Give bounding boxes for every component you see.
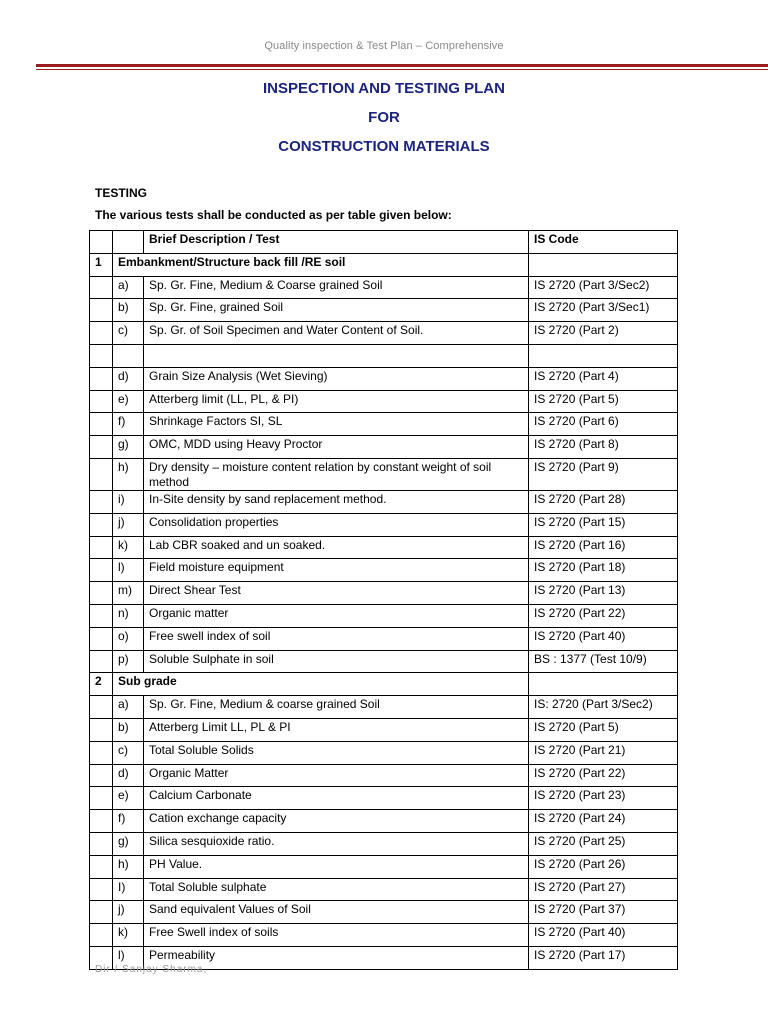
document-title-line-2: FOR <box>368 109 400 126</box>
row-item-cell: n) <box>113 604 144 627</box>
document-title-line-1: INSPECTION AND TESTING PLAN <box>263 80 505 97</box>
row-item-cell: j) <box>113 513 144 536</box>
tests-table <box>89 230 678 970</box>
row-item-cell: g) <box>113 832 144 855</box>
intro-text: The various tests shall be conducted as per table given below: <box>95 208 452 222</box>
row-code-cell: IS 2720 (Part 40) <box>529 627 678 650</box>
table-row <box>90 344 678 367</box>
section-code-cell <box>529 253 678 276</box>
row-code-cell: IS 2720 (Part 27) <box>529 878 678 901</box>
row-code-cell: IS 2720 (Part 37) <box>529 901 678 924</box>
table-row <box>90 627 678 650</box>
row-test-cell: Lab CBR soaked and un soaked. <box>144 536 529 559</box>
row-code-cell: IS 2720 (Part 22) <box>529 604 678 627</box>
row-test-cell: Dry density – moisture content relation by constant weight of soil method <box>144 458 529 490</box>
table-row <box>90 458 678 490</box>
table-row <box>90 832 678 855</box>
table-row <box>90 901 678 924</box>
running-header: Quality inspection & Test Plan – Comprehensive <box>264 40 504 52</box>
row-item-cell: e) <box>113 390 144 413</box>
row-test-cell: Direct Shear Test <box>144 582 529 605</box>
table-row <box>90 810 678 833</box>
row-test-cell: PH Value. <box>144 855 529 878</box>
row-number-cell <box>90 627 113 650</box>
row-item-cell: l) <box>113 946 144 969</box>
table-row <box>90 490 678 513</box>
table-row <box>90 390 678 413</box>
row-number-cell <box>90 490 113 513</box>
row-test-cell: Free swell index of soil <box>144 627 529 650</box>
header-rule-thin <box>36 69 768 70</box>
section-title-cell: Sub grade <box>113 673 529 696</box>
row-number-cell <box>90 832 113 855</box>
row-item-cell: h) <box>113 458 144 490</box>
header-test-cell: Brief Description / Test <box>144 231 529 254</box>
row-number-cell <box>90 413 113 436</box>
row-item-cell: d) <box>113 367 144 390</box>
table-row <box>90 741 678 764</box>
table-row <box>90 559 678 582</box>
row-code-cell: IS 2720 (Part 3/Sec2) <box>529 276 678 299</box>
row-test-cell: Total Soluble Solids <box>144 741 529 764</box>
row-number-cell <box>90 787 113 810</box>
row-number-cell <box>90 696 113 719</box>
row-test-cell: Atterberg limit (LL, PL, & PI) <box>144 390 529 413</box>
row-code-cell: IS 2720 (Part 22) <box>529 764 678 787</box>
row-item-cell: f) <box>113 810 144 833</box>
row-number-cell <box>90 436 113 459</box>
row-test-cell <box>144 344 529 367</box>
row-number-cell <box>90 559 113 582</box>
row-test-cell: In-Site density by sand replacement method. <box>144 490 529 513</box>
row-item-cell: l) <box>113 559 144 582</box>
section-number-cell: 1 <box>90 253 113 276</box>
row-number-cell <box>90 582 113 605</box>
row-item-cell: p) <box>113 650 144 673</box>
row-code-cell: IS 2720 (Part 5) <box>529 718 678 741</box>
table-row <box>90 436 678 459</box>
row-number-cell <box>90 650 113 673</box>
section-title-cell: Embankment/Structure back fill /RE soil <box>113 253 529 276</box>
row-number-cell <box>90 390 113 413</box>
row-item-cell: b) <box>113 718 144 741</box>
row-number-cell <box>90 741 113 764</box>
row-code-cell: IS 2720 (Part 40) <box>529 924 678 947</box>
header-rule-thick <box>36 64 768 67</box>
row-code-cell: IS: 2720 (Part 3/Sec2) <box>529 696 678 719</box>
row-code-cell: IS 2720 (Part 15) <box>529 513 678 536</box>
row-test-cell: OMC, MDD using Heavy Proctor <box>144 436 529 459</box>
section-code-cell <box>529 673 678 696</box>
row-code-cell: IS 2720 (Part 16) <box>529 536 678 559</box>
table-row <box>90 650 678 673</box>
table-row <box>90 322 678 345</box>
row-item-cell: i) <box>113 490 144 513</box>
row-number-cell <box>90 322 113 345</box>
row-test-cell: Sand equivalent Values of Soil <box>144 901 529 924</box>
row-code-cell: IS 2720 (Part 6) <box>529 413 678 436</box>
row-number-cell <box>90 367 113 390</box>
row-test-cell: Calcium Carbonate <box>144 787 529 810</box>
row-test-cell: Atterberg Limit LL, PL & PI <box>144 718 529 741</box>
row-number-cell <box>90 878 113 901</box>
section-label: TESTING <box>95 186 148 200</box>
row-code-cell: IS 2720 (Part 13) <box>529 582 678 605</box>
header-item-cell <box>113 231 144 254</box>
row-item-cell: a) <box>113 696 144 719</box>
row-code-cell: IS 2720 (Part 3/Sec1) <box>529 299 678 322</box>
row-number-cell <box>90 718 113 741</box>
row-test-cell: Shrinkage Factors SI, SL <box>144 413 529 436</box>
row-item-cell: f) <box>113 413 144 436</box>
table-row <box>90 878 678 901</box>
table-row <box>90 513 678 536</box>
table-row <box>90 367 678 390</box>
row-test-cell: Total Soluble sulphate <box>144 878 529 901</box>
row-code-cell: IS 2720 (Part 2) <box>529 322 678 345</box>
footer-author: Dir / Sanjay Sharma, <box>95 964 208 975</box>
row-item-cell: d) <box>113 764 144 787</box>
row-test-cell: Cation exchange capacity <box>144 810 529 833</box>
row-number-cell <box>90 810 113 833</box>
row-item-cell: c) <box>113 741 144 764</box>
table-row <box>90 787 678 810</box>
row-code-cell: BS : 1377 (Test 10/9) <box>529 650 678 673</box>
row-number-cell <box>90 604 113 627</box>
row-test-cell: Silica sesquioxide ratio. <box>144 832 529 855</box>
document-title-line-3: CONSTRUCTION MATERIALS <box>278 138 490 155</box>
row-item-cell: o) <box>113 627 144 650</box>
row-number-cell <box>90 276 113 299</box>
row-code-cell <box>529 344 678 367</box>
header-code-cell: IS Code <box>529 231 678 254</box>
row-test-cell: Permeability <box>144 946 529 969</box>
row-test-cell: Sp. Gr. Fine, Medium & Coarse grained Soil <box>144 276 529 299</box>
row-test-cell: Soluble Sulphate in soil <box>144 650 529 673</box>
row-number-cell <box>90 764 113 787</box>
row-test-cell: Consolidation properties <box>144 513 529 536</box>
row-item-cell: c) <box>113 322 144 345</box>
row-code-cell: IS 2720 (Part 25) <box>529 832 678 855</box>
row-item-cell: e) <box>113 787 144 810</box>
row-code-cell: IS 2720 (Part 17) <box>529 946 678 969</box>
row-test-cell: Sp. Gr. of Soil Specimen and Water Content of Soil. <box>144 322 529 345</box>
row-item-cell: b) <box>113 299 144 322</box>
section-row <box>90 673 678 696</box>
row-item-cell: k) <box>113 924 144 947</box>
row-test-cell: Sp. Gr. Fine, grained Soil <box>144 299 529 322</box>
row-number-cell <box>90 299 113 322</box>
row-item-cell <box>113 344 144 367</box>
row-test-cell: Grain Size Analysis (Wet Sieving) <box>144 367 529 390</box>
section-number-cell: 2 <box>90 673 113 696</box>
row-number-cell <box>90 901 113 924</box>
row-code-cell: IS 2720 (Part 21) <box>529 741 678 764</box>
row-code-cell: IS 2720 (Part 5) <box>529 390 678 413</box>
row-number-cell <box>90 924 113 947</box>
row-item-cell: m) <box>113 582 144 605</box>
row-item-cell: a) <box>113 276 144 299</box>
row-code-cell: IS 2720 (Part 23) <box>529 787 678 810</box>
table-row <box>90 413 678 436</box>
row-test-cell: Sp. Gr. Fine, Medium & coarse grained Soil <box>144 696 529 719</box>
row-item-cell: k) <box>113 536 144 559</box>
row-test-cell: Field moisture equipment <box>144 559 529 582</box>
row-item-cell: I) <box>113 878 144 901</box>
row-number-cell <box>90 536 113 559</box>
table-row <box>90 855 678 878</box>
row-item-cell: g) <box>113 436 144 459</box>
table-row <box>90 536 678 559</box>
row-code-cell: IS 2720 (Part 4) <box>529 367 678 390</box>
row-code-cell: IS 2720 (Part 26) <box>529 855 678 878</box>
row-number-cell <box>90 344 113 367</box>
row-code-cell: IS 2720 (Part 8) <box>529 436 678 459</box>
row-test-cell: Free Swell index of soils <box>144 924 529 947</box>
row-number-cell <box>90 855 113 878</box>
table-header-row <box>90 231 678 254</box>
table-row <box>90 276 678 299</box>
row-number-cell <box>90 458 113 490</box>
row-code-cell: IS 2720 (Part 18) <box>529 559 678 582</box>
table-row <box>90 299 678 322</box>
row-test-cell: Organic matter <box>144 604 529 627</box>
table-row <box>90 718 678 741</box>
table-row <box>90 604 678 627</box>
row-code-cell: IS 2720 (Part 24) <box>529 810 678 833</box>
row-test-cell: Organic Matter <box>144 764 529 787</box>
row-number-cell <box>90 513 113 536</box>
row-code-cell: IS 2720 (Part 28) <box>529 490 678 513</box>
table-row <box>90 764 678 787</box>
table-row <box>90 924 678 947</box>
table-row <box>90 582 678 605</box>
row-code-cell: IS 2720 (Part 9) <box>529 458 678 490</box>
table-row <box>90 696 678 719</box>
header-no-cell <box>90 231 113 254</box>
tests-table-body <box>90 231 678 970</box>
row-item-cell: j) <box>113 901 144 924</box>
section-row <box>90 253 678 276</box>
row-item-cell: h) <box>113 855 144 878</box>
